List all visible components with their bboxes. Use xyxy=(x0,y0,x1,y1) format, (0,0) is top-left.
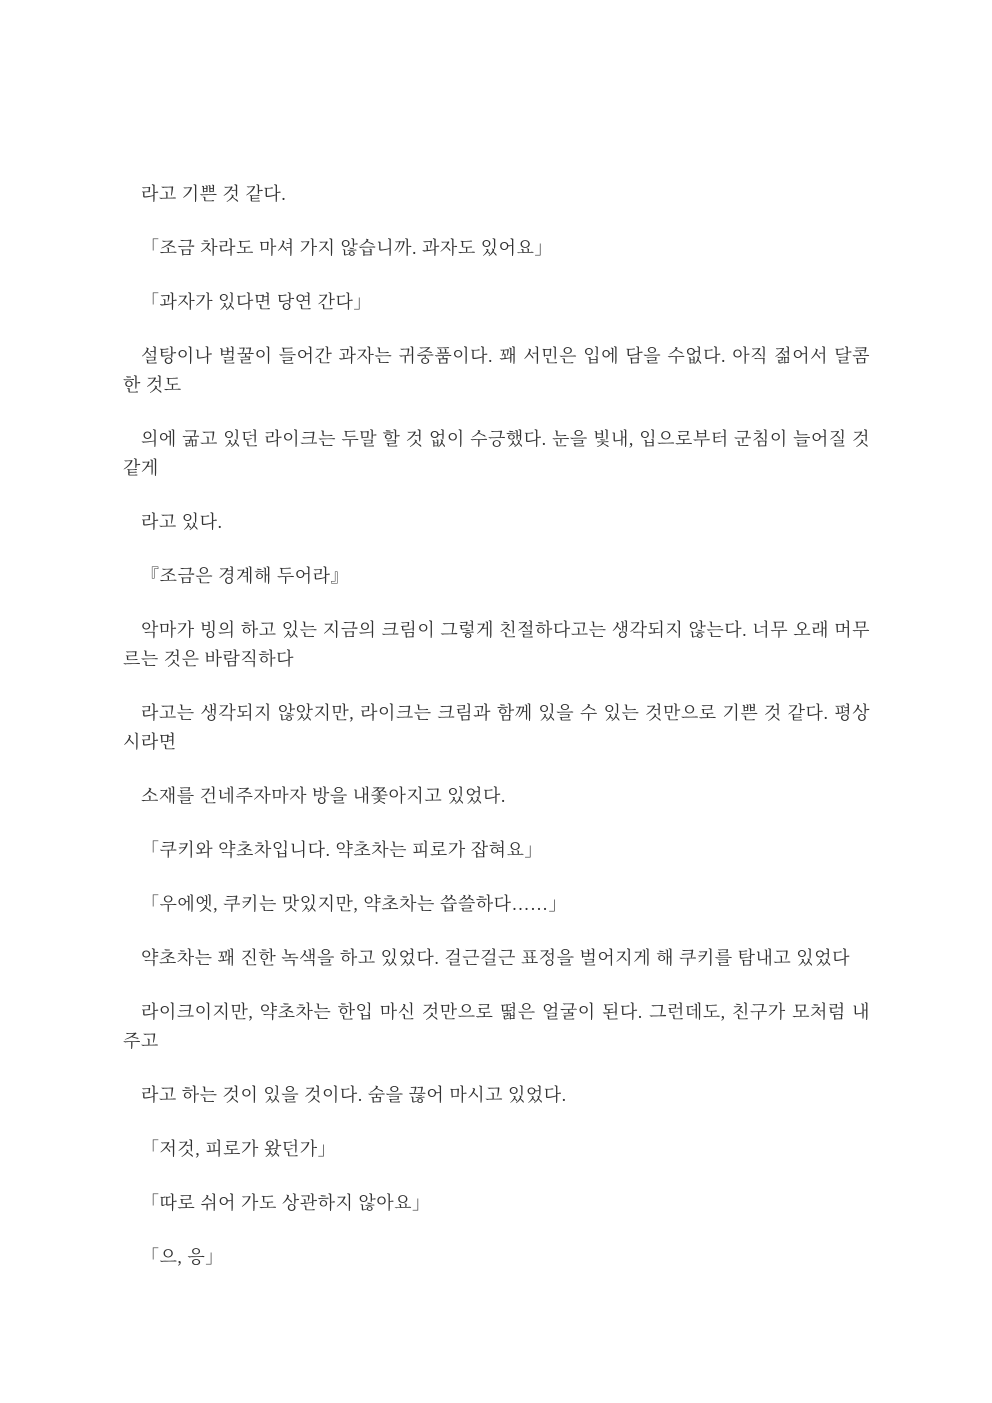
text-column xyxy=(123,180,870,1272)
paragraph-narration: 라고 기쁜 것 같다. xyxy=(141,184,287,204)
paragraph-dialogue: 「따로 쉬어 가도 상관하지 않아요」 xyxy=(141,1193,431,1213)
paragraph-dialogue: 「조금 차라도 마셔 가지 않습니까. 과자도 있어요」 xyxy=(141,238,553,258)
paragraph-dialogue: 「과자가 있다면 당연 간다」 xyxy=(141,292,372,312)
paragraph-narration: 라고는 생각되지 않았지만, 라이크는 크림과 함께 있을 수 있는 것만으로 기쁜 것 같다. 평상시라면 xyxy=(123,703,870,752)
paragraph-dialogue: 「저것, 피로가 왔던가」 xyxy=(141,1139,337,1159)
paragraph-dialogue: 「우에엣, 쿠키는 맛있지만, 약초차는 씁쓸하다……」 xyxy=(141,894,567,914)
paragraph-narration: 약초차는 꽤 진한 녹색을 하고 있었다. 걸근걸근 표정을 벌어지게 해 쿠키를 탐내고 있었다 xyxy=(141,948,850,968)
paragraph-narration: 악마가 빙의 하고 있는 지금의 크림이 그렇게 친절하다고는 생각되지 않는다. 너무 오래 머무르는 것은 바람직하다 xyxy=(123,620,870,669)
paragraph-narration: 라이크이지만, 약초차는 한입 마신 것만으로 떫은 얼굴이 된다. 그런데도, 친구가 모처럼 내 주고 xyxy=(123,1002,870,1051)
paragraph-dialogue: 「으, 응」 xyxy=(141,1247,224,1267)
paragraph-narration: 설탕이나 벌꿀이 들어간 과자는 귀중품이다. 꽤 서민은 입에 담을 수없다. 아직 젊어서 달콤한 것도 xyxy=(123,346,870,395)
paragraph-narration: 라고 있다. xyxy=(141,512,223,532)
paragraph-narration: 라고 하는 것이 있을 것이다. 숨을 끊어 마시고 있었다. xyxy=(141,1085,567,1105)
paragraph-narration: 소재를 건네주자마자 방을 내쫓아지고 있었다. xyxy=(141,786,506,806)
paragraph-narration: 의에 굶고 있던 라이크는 두말 할 것 없이 수긍했다. 눈을 빛내, 입으로부터 군침이 늘어질 것 같게 xyxy=(123,429,870,478)
paragraph-dialogue: 「쿠키와 약초차입니다. 약초차는 피로가 잡혀요」 xyxy=(141,840,543,860)
paragraph-thought: 『조금은 경계해 두어라』 xyxy=(141,566,349,586)
